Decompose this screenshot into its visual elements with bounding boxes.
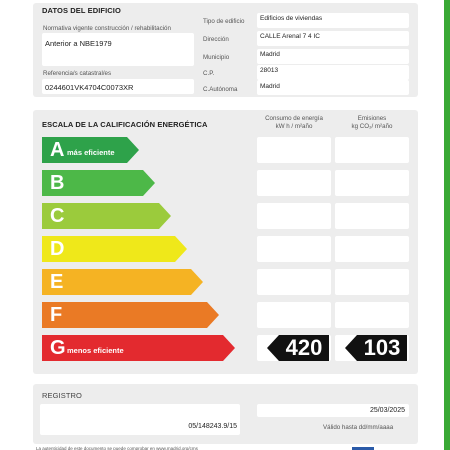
cadastral-label: Referencia/s catastral/es (43, 70, 112, 77)
emissions-cell-c (335, 203, 409, 229)
energy-class-letter: B (50, 172, 65, 194)
field-value-municipality: Madrid (260, 51, 280, 58)
building-data-title: DATOS DEL EDIFICIO (42, 6, 121, 15)
consumption-header-line1: Consumo de energía (265, 115, 323, 122)
field-label-postal-code: C.P. (203, 70, 215, 77)
energy-scale-title: ESCALA DE LA CALIFICACIÓN ENERGÉTICA (42, 120, 208, 129)
energy-class-letter: C (50, 205, 65, 227)
registry-valid-label: Válido hasta dd/mm/aaaa (323, 424, 394, 431)
energy-class-bar-a (42, 137, 139, 163)
field-building-type (257, 13, 409, 28)
energy-class-letter: F (50, 304, 63, 326)
field-region (257, 80, 409, 95)
consumption-cell-d (257, 236, 331, 262)
field-label-region: C.Autónoma (203, 86, 238, 93)
energy-class-letter: E (50, 271, 64, 293)
energy-class-bar-c (42, 203, 171, 229)
emissions-cell-b (335, 170, 409, 196)
energy-class-arrow-shape-f (42, 302, 219, 328)
field-value-address: CALLE Arenal 7 4 IC (260, 33, 320, 40)
registry-date-value: 25/03/2025 (369, 407, 405, 414)
cadastral-value: 0244601VK4704C0073XR (45, 83, 134, 92)
emissions-cell-f (335, 302, 409, 328)
field-value-region: Madrid (260, 83, 280, 90)
footer-verification-note: La autenticidad de este documento se puede comprobar en www.madrid.org/cms (36, 446, 198, 450)
regulation-field (42, 33, 194, 66)
energy-class-bar-d (42, 236, 187, 262)
field-value-building-type: Edificios de viviendas (260, 15, 323, 22)
consumption-cell-c (257, 203, 331, 229)
energy-class-bar-f (42, 302, 219, 328)
field-municipality (257, 49, 409, 64)
emissions-header-line2: kg CO₂/ m²año (351, 123, 393, 130)
emissions-cell-a (335, 137, 409, 163)
consumption-rating-value: 420 (285, 335, 323, 360)
field-label-address: Dirección (203, 36, 229, 43)
consumption-cell-f (257, 302, 331, 328)
consumption-cell-b (257, 170, 331, 196)
energy-class-arrow-shape-e (42, 269, 203, 295)
energy-rating-card (33, 110, 418, 374)
field-value-postal-code: 28013 (260, 67, 279, 74)
field-label-building-type: Tipo de edificio (203, 18, 245, 25)
consumption-cell-e (257, 269, 331, 295)
consumption-header-line2: kW h / m²año (275, 123, 313, 130)
energy-class-letter: D (50, 238, 65, 260)
energy-class-caption: menos eficiente (67, 346, 124, 355)
registry-card (33, 384, 418, 444)
registry-number-value: 05/148243.9/15 (188, 423, 237, 430)
emissions-cell-e (335, 269, 409, 295)
cadastral-field (42, 79, 194, 94)
emissions-column-header (335, 115, 409, 131)
field-label-municipality: Municipio (203, 54, 230, 61)
energy-class-caption: más eficiente (67, 148, 115, 157)
energy-class-arrow-f (42, 302, 219, 328)
field-address (257, 31, 409, 46)
emissions-header-line1: Emisiones (357, 115, 387, 122)
energy-class-bar-e (42, 269, 203, 295)
green-edge-stripe (444, 0, 450, 450)
energy-class-bar-g (42, 335, 235, 361)
regulation-value: Anterior a NBE1979 (45, 39, 112, 48)
energy-class-bar-b (42, 170, 155, 196)
emissions-cell-d (335, 236, 409, 262)
field-postal-code (257, 65, 409, 80)
energy-class-letter: G (50, 337, 66, 359)
registry-title: REGISTRO (42, 391, 82, 400)
energy-class-arrow-e (42, 269, 203, 295)
energy-class-letter: A (50, 139, 65, 161)
consumption-column-header (257, 115, 331, 131)
emissions-rating-value: 103 (363, 335, 401, 360)
registry-number-field (40, 404, 240, 435)
consumption-cell-a (257, 137, 331, 163)
registry-date-field (257, 404, 409, 417)
regulation-label: Normativa vigente construcción / rehabilitación (43, 25, 171, 32)
building-data-card (33, 3, 418, 97)
